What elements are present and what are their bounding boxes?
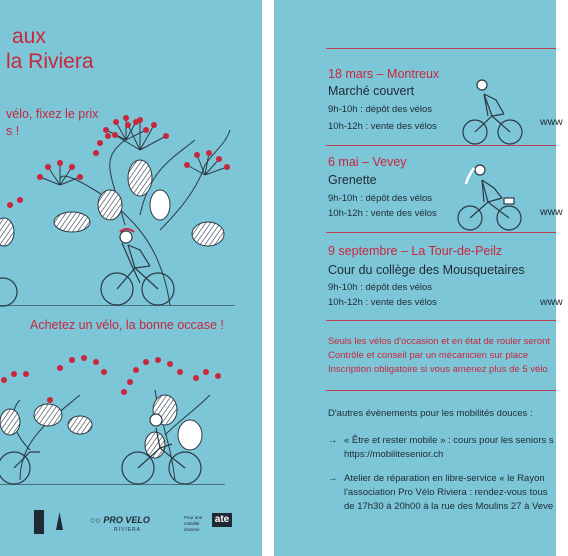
cyclist-illustration-2 <box>454 158 529 233</box>
event-title: 18 mars – Montreux <box>328 67 440 81</box>
bullet-line: Atelier de réparation en libre-service « le Rayon <box>344 473 545 484</box>
ground-line-top <box>0 305 235 306</box>
subtitle-line-2: s ! <box>6 124 20 138</box>
bullet-senior-course <box>328 434 568 462</box>
mobilitesenior-link[interactable]: https://mobilitesenior.ch <box>344 449 444 460</box>
event-link[interactable]: www <box>540 206 563 218</box>
event-link[interactable]: www <box>540 116 563 128</box>
cyclist-illustration-1 <box>460 76 530 146</box>
bullet-line: de 17h30 à 20h00 à la rue des Moulins 27 à Veve <box>344 501 554 512</box>
event-slot-deposit: 9h-10h : dépôt des vélos <box>328 104 433 115</box>
ate-caption: Pour une mobilité d'avenir <box>184 515 203 532</box>
conditions-notes <box>328 335 568 377</box>
flyer-back-panel <box>274 0 563 556</box>
note-line: Seuls les vélos d'occasion et en état de rouler seront <box>328 336 551 347</box>
flower-tree-illustration-top <box>0 0 262 310</box>
slogan: Achetez un vélo, la bonne occase ! <box>30 318 224 332</box>
ground-line-bottom <box>0 484 225 485</box>
more-events-title: D'autres évènements pour les mobilités douces : <box>328 408 533 419</box>
divider-top <box>326 48 556 49</box>
divider-2 <box>326 232 556 233</box>
flower-tree-illustration-bottom <box>0 340 262 520</box>
event-place: Grenette <box>328 173 377 187</box>
title-line-1: aux <box>12 25 46 48</box>
event-slot-sale: 10h-12h : vente des vélos <box>328 208 437 219</box>
event-title: 9 septembre – La Tour-de-Peilz <box>328 244 503 258</box>
event-slot-deposit: 9h-10h : dépôt des vélos <box>328 282 433 293</box>
divider-4 <box>326 390 556 391</box>
municipality-logo <box>34 510 44 534</box>
provelo-logo-icon: ○○ <box>90 515 101 525</box>
note-line: Inscription obligatoire si vous amenez plus de 5 vélo <box>328 364 548 375</box>
provelo-logo: ○○ PRO VELO <box>90 515 150 525</box>
divider-3 <box>326 320 556 321</box>
event-slot-sale: 10h-12h : vente des vélos <box>328 297 437 308</box>
ate-logo: ate <box>212 513 232 527</box>
title-line-2: la Riviera <box>6 50 94 73</box>
event-place: Cour du collège des Mousquetaires <box>328 263 525 277</box>
provelo-logo-sub: RIVIERA <box>114 527 142 533</box>
bullet-line: « Être et rester mobile » : cours pour les seniors s <box>344 435 554 446</box>
bullet-repair-workshop <box>328 472 568 514</box>
event-slot-sale: 10h-12h : vente des vélos <box>328 121 437 132</box>
flyer-front-panel <box>0 0 262 556</box>
arrow-right-icon: → <box>328 473 338 484</box>
bullet-line: l'association Pro Vélo Riviera : rendez-vous tous <box>344 487 548 498</box>
arrow-right-icon: → <box>328 435 338 446</box>
event-link[interactable]: www <box>540 296 563 308</box>
event-slot-deposit: 9h-10h : dépôt des vélos <box>328 193 433 204</box>
note-line: Contrôle et conseil par un mécanicien sur place <box>328 350 529 361</box>
event-title: 6 mai – Vevey <box>328 155 407 169</box>
event-place: Marché couvert <box>328 84 415 98</box>
subtitle-line-1: vélo, fixez le prix <box>6 107 99 121</box>
divider-1 <box>326 145 556 146</box>
